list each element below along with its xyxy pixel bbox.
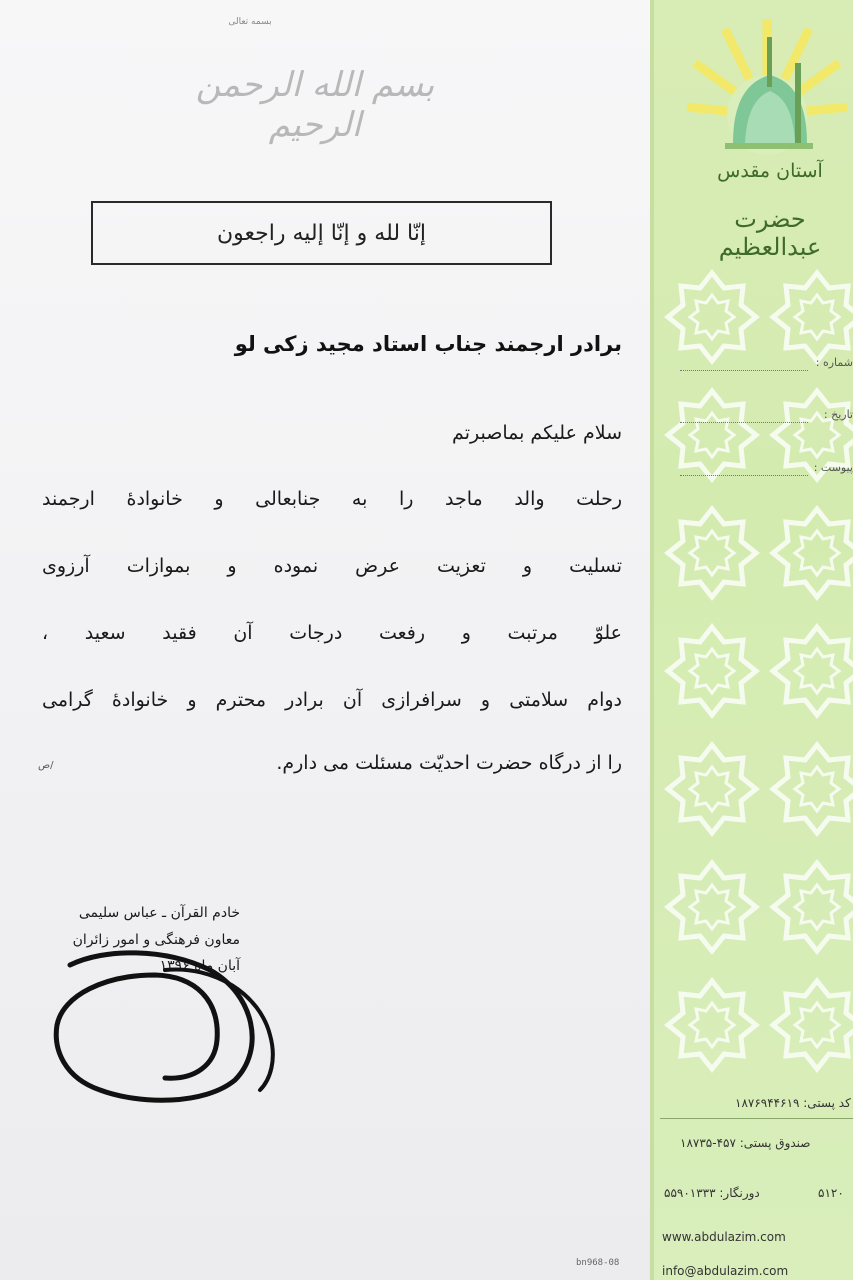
body-line-4: دوام سلامتی و سرافرازی آن برادر محترم و خانوادهٔ گرامی bbox=[42, 689, 622, 711]
basmala-calligraphy: بسم الله الرحمن الرحیم bbox=[195, 65, 435, 145]
date-label: تاریخ : bbox=[823, 408, 853, 421]
form-code: bn968-08 bbox=[576, 1258, 620, 1268]
handwritten-signature bbox=[45, 940, 295, 1110]
bismihi-taala: بسمه تعالی bbox=[228, 17, 272, 27]
website-link[interactable]: www.abdulazim.com bbox=[662, 1230, 786, 1244]
signer-title: معاون فرهنگی و امور زائران bbox=[72, 932, 240, 948]
email-link[interactable]: info@abdulazim.com bbox=[662, 1264, 789, 1278]
brand-line-2: حضرت عبدالعظیم bbox=[718, 205, 822, 261]
letterhead-band bbox=[650, 0, 853, 1280]
shrine-logo-icon bbox=[685, 15, 850, 155]
po-box: صندوق پستی: ۴۵۷-۱۸۷۳۵ bbox=[680, 1136, 811, 1150]
condolence-verse: إنّا لله و إنّا إلیه راجعون bbox=[217, 220, 426, 246]
recipient-line: برادر ارجمند جناب استاد مجید زکی لو bbox=[234, 332, 622, 356]
attachment-label: پیوست : bbox=[813, 461, 853, 474]
typist-initials: /ص bbox=[38, 760, 54, 771]
number-line bbox=[680, 370, 808, 371]
body-line-2: تسلیت و تعزیت عرض نموده و بموازات آرزوی bbox=[42, 555, 622, 577]
attachment-line bbox=[680, 475, 808, 476]
number-label: شماره : bbox=[815, 356, 853, 369]
fax: دورنگار: ۵۵۹۰۱۳۳۳ bbox=[664, 1186, 760, 1200]
signer-name: خادم القرآن ـ عباس سلیمی bbox=[78, 905, 240, 921]
contact-divider bbox=[660, 1118, 853, 1119]
band-edge bbox=[650, 0, 654, 1280]
postal-code: کد پستی: ۱۸۷۶۹۴۴۶۱۹ bbox=[735, 1096, 851, 1110]
body-line-3: علوّ مرتبت و رفعت درجات آن فقید سعید ، bbox=[42, 622, 622, 644]
greeting-line: سلام علیکم بماصبرتم bbox=[452, 422, 622, 444]
body-line-1: رحلت والد ماجد را به جنابعالی و خانوادهٔ ارجمند bbox=[42, 488, 622, 510]
brand-line-1: آستان مقدس bbox=[717, 160, 823, 182]
phone: ۵۱۲۰ bbox=[818, 1186, 844, 1200]
condolence-verse-box bbox=[91, 201, 552, 265]
body-line-5: را از درگاه حضرت احدیّت مسئلت می دارم. bbox=[276, 752, 622, 774]
date-line bbox=[680, 422, 808, 423]
signature-date: آبان ماه ۱۳۹۶ bbox=[159, 958, 240, 974]
